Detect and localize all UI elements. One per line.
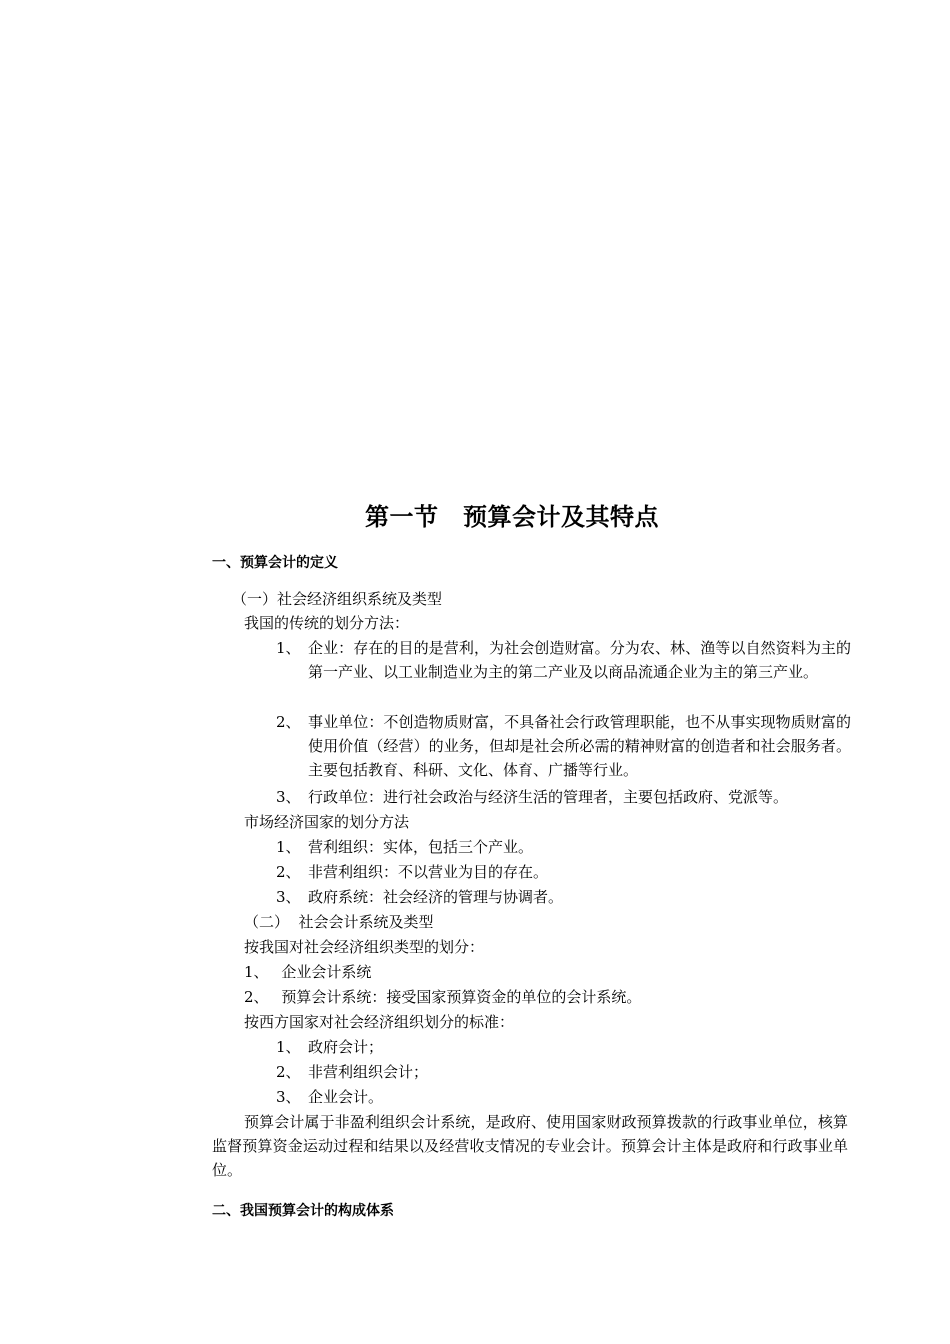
china-classification-intro: 按我国对社会经济组织类型的划分： [244,938,485,956]
list-item [244,985,641,1009]
list-item-text: 非营利组织：不以营业为目的存在。 [308,863,549,881]
subsection-heading-accounting-systems: （二） 社会会计系统及类型 [244,913,434,931]
market-method-intro: 市场经济国家的划分方法 [244,813,410,831]
west-classification-intro: 按西方国家对社会经济组织划分的标准： [244,1013,515,1031]
list-item [276,860,851,884]
list-item [244,960,371,984]
list-item-number: 3、 [276,1088,301,1106]
list-item [276,636,851,684]
list-item-number: 2、 [244,988,269,1006]
list-item-text: 企业会计系统 [281,963,372,981]
list-item-text: 预算会计系统：接受国家预算资金的单位的会计系统。 [281,988,642,1006]
list-item-text: 企业会计。 [308,1088,384,1106]
list-item [276,835,851,859]
list-item-number: 2、 [276,1063,301,1081]
list-item-text: 非营利组织会计； [308,1063,429,1081]
list-item-number: 1、 [276,1038,301,1056]
list-item-text: 企业：存在的目的是营利，为社会创造财富。分为农、林、渔等以自然资料为主的第一产业、以工业制造业为主的第二产业及以商品流通企业为主的第三产业。 [308,639,851,681]
list-item-number: 1、 [276,639,301,657]
list-item [276,1060,851,1084]
list-item [276,885,851,909]
list-item-text: 行政单位：进行社会政治与经济生活的管理者，主要包括政府、党派等。 [308,788,789,806]
list-item-number: 3、 [276,888,301,906]
list-item [276,710,851,782]
list-item-text: 事业单位：不创造物质财富，不具备社会行政管理职能，也不从事实现物质财富的使用价值（经营）的业务，但却是社会所必需的精神财富的创造者和社会服务者。主要包括教育、科研、文化、体育、广播等行业。 [308,713,851,779]
list-item [276,1085,851,1109]
list-item [276,785,851,809]
list-item-number: 1、 [276,838,301,856]
section-heading-structure: 二、我国预算会计的构成体系 [212,1203,394,1219]
subsection-heading-organization-types: （一）社会经济组织系统及类型 [232,590,443,608]
section-heading-definition: 一、预算会计的定义 [212,555,338,571]
list-item-text: 营利组织：实体，包括三个产业。 [308,838,534,856]
summary-paragraph: 预算会计属于非盈利组织会计系统，是政府、使用国家财政预算拨款的行政事业单位，核算监督预算资金运动过程和结果以及经营收支情况的专业会计。预算会计主体是政府和行政事业单位。 [212,1113,848,1179]
chapter-title: 第一节 预算会计及其特点 [365,503,659,531]
list-item-number: 3、 [276,788,301,806]
traditional-method-intro: 我国的传统的划分方法： [244,614,410,632]
list-item-number: 2、 [276,713,301,731]
list-item-number: 1、 [244,963,269,981]
list-item-text: 政府会计； [308,1038,384,1056]
list-item [276,1035,851,1059]
list-item-number: 2、 [276,863,301,881]
list-item-text: 政府系统：社会经济的管理与协调者。 [308,888,564,906]
